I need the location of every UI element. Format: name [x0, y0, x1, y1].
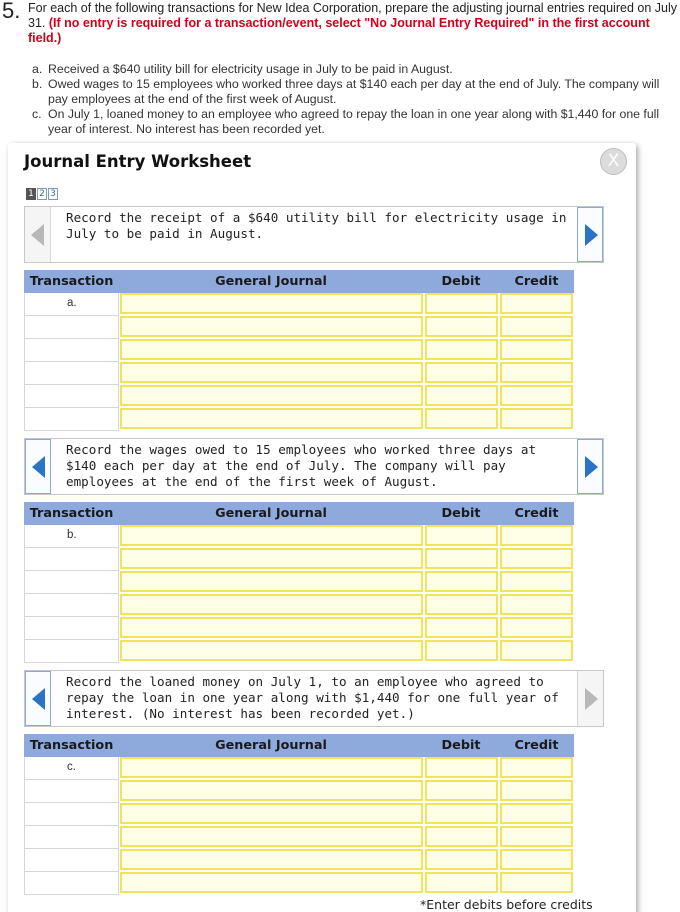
transaction-cell [24, 640, 119, 663]
credit-field[interactable] [500, 316, 573, 337]
page-link-1[interactable]: 1 [26, 188, 36, 200]
prev-entry-button[interactable] [25, 439, 51, 494]
account-field[interactable] [120, 849, 423, 870]
debit-field[interactable] [425, 293, 498, 314]
chevron-right-icon [585, 456, 598, 478]
table-row [24, 757, 574, 780]
credit-field[interactable] [500, 803, 573, 824]
transaction-cell [24, 362, 119, 385]
account-field[interactable] [120, 362, 423, 383]
table-row [24, 362, 574, 385]
transaction-cell [24, 849, 119, 872]
debit-field[interactable] [425, 385, 498, 406]
prev-entry-button[interactable] [25, 671, 51, 726]
debit-field[interactable] [425, 316, 498, 337]
transaction-list [32, 62, 672, 137]
debit-field[interactable] [425, 571, 498, 592]
transaction-cell [24, 594, 119, 617]
entry-description-a: Record the receipt of a $640 utility bill for electricity usage in July to be paid in August. [24, 206, 604, 263]
journal-entry-worksheet [8, 143, 636, 912]
next-entry-button[interactable] [577, 439, 603, 494]
transaction-cell [24, 780, 119, 803]
credit-field[interactable] [500, 362, 573, 383]
table-row [24, 571, 574, 594]
entry-description-b: Record the wages owed to 15 employees who worked three days at $140 each per day at the end of July. The company will pay employees at the end of the first week of August. [24, 438, 604, 495]
account-field[interactable] [120, 640, 423, 661]
debit-field[interactable] [425, 362, 498, 383]
account-field[interactable] [120, 780, 423, 801]
credit-field[interactable] [500, 525, 573, 546]
transaction-cell: c. [24, 757, 119, 780]
transaction-cell [24, 408, 119, 431]
debit-field[interactable] [425, 525, 498, 546]
transaction-cell [24, 316, 119, 339]
worksheet-title: Journal Entry Worksheet [24, 152, 252, 171]
debit-field[interactable] [425, 803, 498, 824]
question-instructions: For each of the following transactions for New Idea Corporation, prepare the adjusting journal entries required on July 31. [28, 1, 677, 30]
credit-field[interactable] [500, 640, 573, 661]
account-field[interactable] [120, 617, 423, 638]
transaction-cell: b. [24, 525, 119, 548]
transaction-cell: a. [24, 293, 119, 316]
debit-field[interactable] [425, 617, 498, 638]
chevron-left-icon [32, 688, 45, 710]
debit-field[interactable] [425, 826, 498, 847]
account-field[interactable] [120, 316, 423, 337]
account-field[interactable] [120, 571, 423, 592]
credit-field[interactable] [500, 757, 573, 778]
debit-field[interactable] [425, 757, 498, 778]
transaction-cell [24, 872, 119, 895]
credit-field[interactable] [500, 548, 573, 569]
page-link-3[interactable]: 3 [48, 188, 58, 200]
credit-field[interactable] [500, 293, 573, 314]
table-header: Transaction General Journal Debit Credit [24, 270, 574, 293]
credit-field[interactable] [500, 826, 573, 847]
list-item: b. Owed wages to 15 employees who worked three days at $140 each per day at the end of July. The company will pay employees at the end of the first week of August. [32, 77, 660, 106]
credit-field[interactable] [500, 339, 573, 360]
account-field[interactable] [120, 525, 423, 546]
table-row [24, 339, 574, 362]
table-row [24, 780, 574, 803]
table-header: Transaction General Journal Debit Credit [24, 502, 574, 525]
table-row [24, 849, 574, 872]
credit-field[interactable] [500, 408, 573, 429]
account-field[interactable] [120, 594, 423, 615]
debit-field[interactable] [425, 849, 498, 870]
transaction-cell [24, 803, 119, 826]
credit-field[interactable] [500, 571, 573, 592]
chevron-right-icon [585, 688, 598, 710]
account-field[interactable] [120, 385, 423, 406]
table-header: Transaction General Journal Debit Credit [24, 734, 574, 757]
account-field[interactable] [120, 548, 423, 569]
footnote: *Enter debits before credits [420, 897, 593, 912]
table-row [24, 617, 574, 640]
account-field[interactable] [120, 339, 423, 360]
account-field[interactable] [120, 757, 423, 778]
table-row [24, 594, 574, 617]
question-text [28, 1, 678, 46]
debit-field[interactable] [425, 548, 498, 569]
debit-field[interactable] [425, 780, 498, 801]
table-row [24, 293, 574, 316]
chevron-right-icon [585, 224, 598, 246]
prev-entry-button[interactable] [25, 207, 51, 262]
transaction-cell [24, 548, 119, 571]
credit-field[interactable] [500, 617, 573, 638]
transaction-cell [24, 617, 119, 640]
table-row [24, 872, 574, 895]
transaction-cell [24, 385, 119, 408]
question-warning: (If no entry is required for a transaction/event, select "No Journal Entry Required" in the first account field.) [28, 16, 650, 45]
page-link-2[interactable]: 2 [37, 188, 47, 200]
transaction-cell [24, 339, 119, 362]
next-entry-button[interactable] [577, 671, 603, 726]
account-field[interactable] [120, 872, 423, 893]
chevron-left-icon [31, 224, 44, 246]
table-row [24, 803, 574, 826]
table-row [24, 385, 574, 408]
debit-field[interactable] [425, 594, 498, 615]
credit-field[interactable] [500, 594, 573, 615]
transaction-cell [24, 826, 119, 849]
account-field[interactable] [120, 826, 423, 847]
debit-field[interactable] [425, 640, 498, 661]
close-button[interactable]: X [600, 148, 627, 175]
entry-description-c: Record the loaned money on July 1, to an employee who agreed to repay the loan in one year along with $1,440 for one full year of interest. (No interest has been recorded yet.) [24, 670, 604, 727]
table-row [24, 316, 574, 339]
next-entry-button[interactable] [577, 207, 603, 262]
table-row [24, 525, 574, 548]
credit-field[interactable] [500, 872, 573, 893]
chevron-left-icon [32, 456, 45, 478]
account-field[interactable] [120, 408, 423, 429]
table-row [24, 408, 574, 431]
credit-field[interactable] [500, 385, 573, 406]
debit-field[interactable] [425, 339, 498, 360]
list-item: c. On July 1, loaned money to an employee who agreed to repay the loan in one year along with $1,440 for one full year of interest. No interest has been recorded yet. [32, 107, 660, 136]
debit-field[interactable] [425, 408, 498, 429]
account-field[interactable] [120, 803, 423, 824]
list-item: a. Received a $640 utility bill for electricity usage in July to be paid in August. [32, 62, 453, 76]
table-row [24, 548, 574, 571]
debit-field[interactable] [425, 872, 498, 893]
credit-field[interactable] [500, 849, 573, 870]
question-number: 5. [2, 0, 21, 23]
page-selector [26, 188, 58, 200]
account-field[interactable] [120, 293, 423, 314]
table-row [24, 826, 574, 849]
table-row [24, 640, 574, 663]
credit-field[interactable] [500, 780, 573, 801]
transaction-cell [24, 571, 119, 594]
